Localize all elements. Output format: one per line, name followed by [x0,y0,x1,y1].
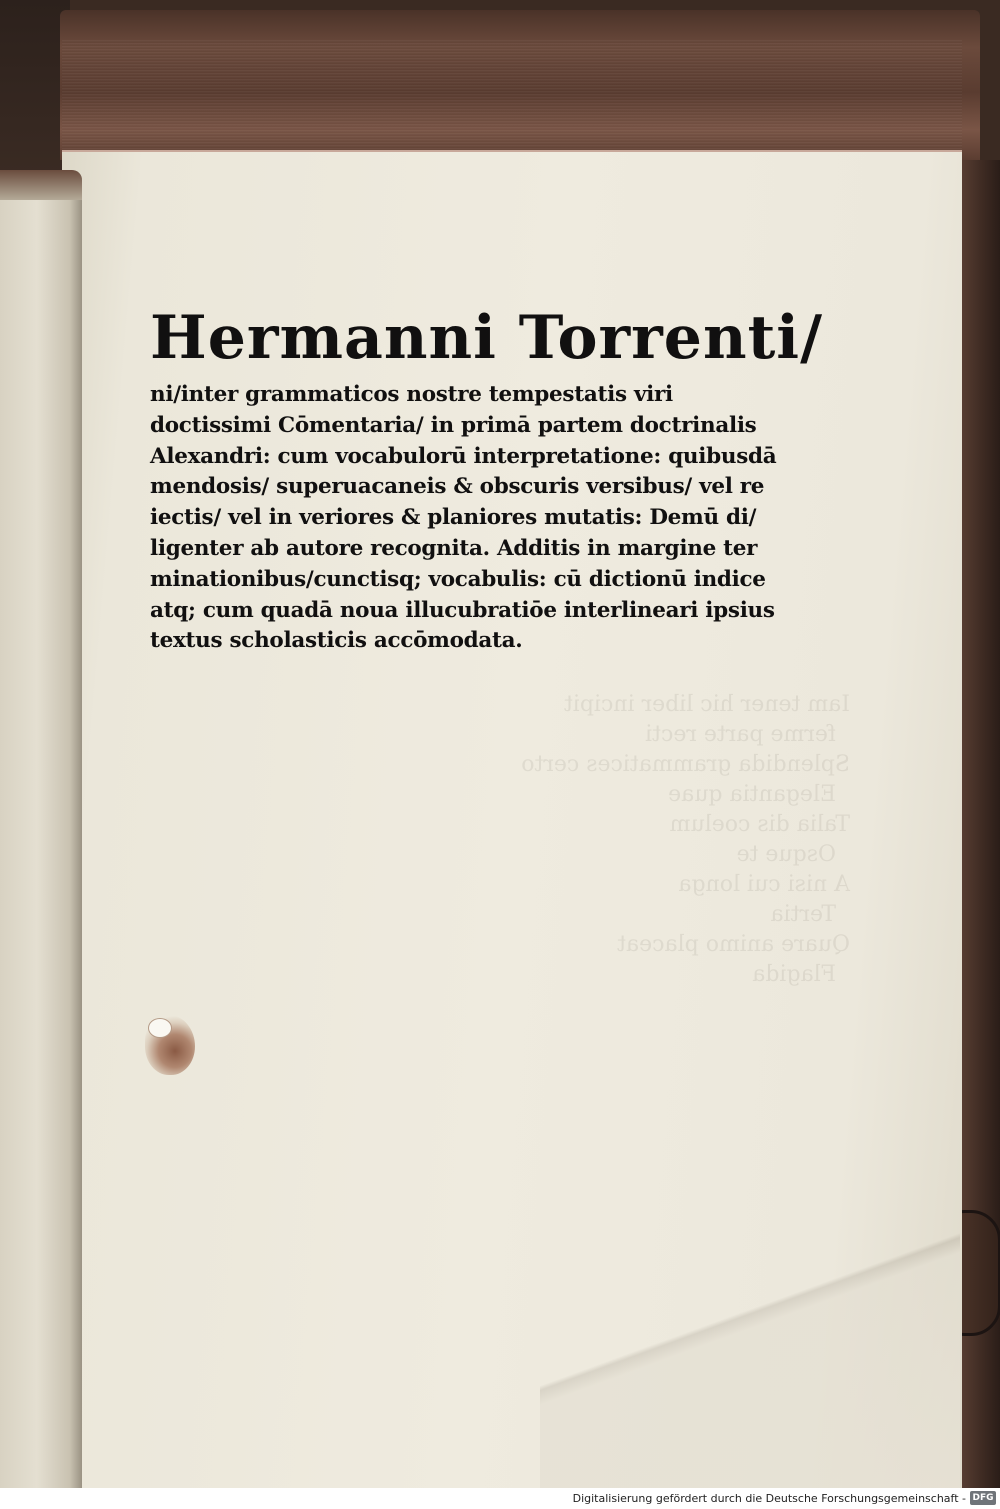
funding-credit: Digitalisierung gefördert durch die Deutsche Forschungsgemeinschaft - [572,1492,966,1505]
text-line: minationibus/cunctisq; vocabulis: cū dictionū indice [150,566,766,592]
page-heading: Hermanni Torrenti/ [150,303,823,373]
text-line: ni/inter grammaticos nostre tempestatis viri [150,382,673,407]
text-line: mendosis/ superuacaneis & obscuris versibus/ vel re [150,474,765,500]
title-text-block [150,296,850,657]
dfg-logo: DFG [970,1491,996,1505]
page-fold [540,1150,960,1488]
text-line: doctissimi Cōmentaria/ in primā partem doctrinalis [150,412,757,438]
facing-leaf [0,170,82,1488]
worm-hole [148,1018,172,1038]
text-line: Alexandri: cum vocabulorū interpretatione: quibusdā [150,443,777,469]
text-line: atq; cum quadā noua illucubratiōe interlineari ipsius [150,597,775,623]
text-line: ligenter ab autore recognita. Additis in margine ter [150,535,758,561]
text-line: textus scholasticis accōmodata. [150,628,523,654]
text-line: iectis/ vel in veriores & planiores mutatis: Demū di/ [150,505,757,531]
footer-bar [0,1488,1000,1509]
title-body [150,380,850,657]
